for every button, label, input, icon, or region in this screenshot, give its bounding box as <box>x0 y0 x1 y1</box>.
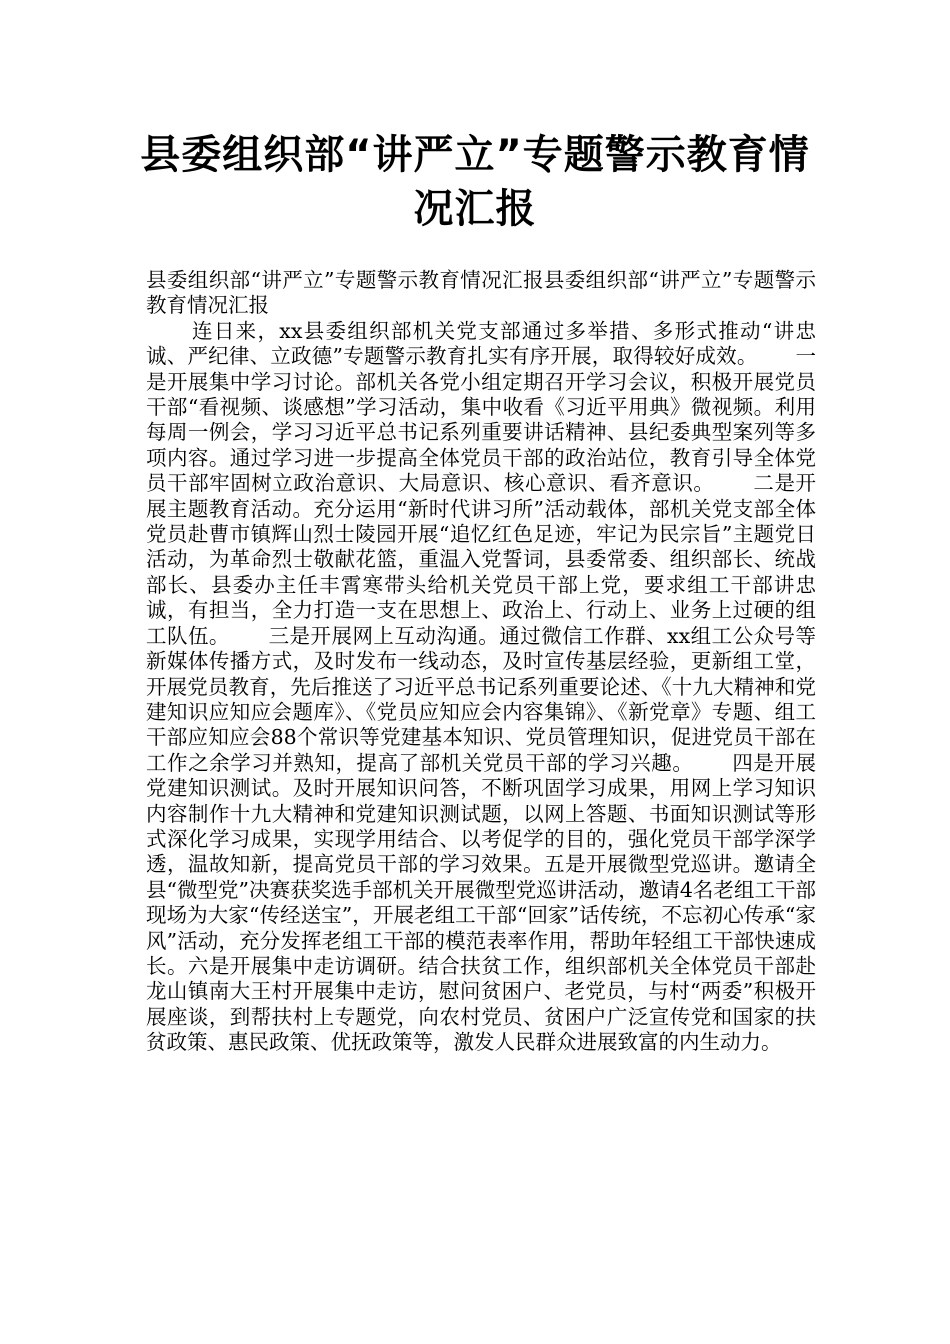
document-body <box>146 268 816 1056</box>
lead-paragraph: 县委组织部“讲严立”专题警示教育情况汇报县委组织部“讲严立”专题警示教育情况汇报 <box>146 268 816 318</box>
document-title: 县委组织部“讲严立”专题警示教育情况汇报 <box>140 132 810 232</box>
body-paragraph: 连日来，xx县委组织部机关党支部通过多举措、多形式推动“讲忠诚、严纪律、立政德”专题警示教育扎实有序开展，取得较好成效。 一是开展集中学习讨论。部机关各党小组定期召开学习会议，积极开展党员干部“看视频、谈感想”学习活动，集中收看《习近平用典》微视频。利用每周一例会，学习习近平总书记系列重要讲话精神、县纪委典型案列等多项内容。通过学习进一步提高全体党员干部的政治站位，教育引导全体党员干部牢固树立政治意识、大局意识、核心意识、看齐意识。 二是开展主题教育活动。充分运用“新时代讲习所”活动载体，部机关党支部全体党员赴曹市镇辉山烈士陵园开展“追忆红色足迹，牢记为民宗旨”主题党日活动，为革命烈士敬献花篮，重温入党誓词，县委常委、组织部长、统战部长、县委办主任丰霄寒带头给机关党员干部上党，要求组工干部讲忠诚，有担当，全力打造一支在思想上、政治上、行动上、业务上过硬的组工队伍。 三是开展网上互动沟通。通过微信工作群、xx组工公众号等新媒体传播方式，及时发布一线动态，及时宣传基层经验，更新组工堂，开展党员教育，先后推送了习近平总书记系列重要论述、《十九大精神和党建知识应知应会题库》、《党员应知应会内容集锦》、《新党章》专题、组工干部应知应会88个常识等党建基本知识、党员管理知识，促进党员干部在工作之余学习并熟知，提高了部机关党员干部的学习兴趣。 四是开展党建知识测试。及时开展知识问答，不断巩固学习成果，用网上学习知识内容制作十九大精神和党建知识测试题，以网上答题、书面知识测试等形式深化学习成果，实现学用结合、以考促学的目的，强化党员干部学深学透，温故知新，提高党员干部的学习效果。五是开展微型党巡讲。邀请全县“微型党”决赛获奖选手部机关开展微型党巡讲活动，邀请4名老组工干部现场为大家“传经送宝”，开展老组工干部“回家”话传统，不忘初心传承“家风”活动，充分发挥老组工干部的模范表率作用，帮助年轻组工干部快速成长。六是开展集中走访调研。结合扶贫工作，组织部机关全体党员干部赴龙山镇南大王村开展集中走访，慰问贫困户、老党员，与村“两委”积极开展座谈，到帮扶村上专题党，向农村党员、贫困户广泛宣传党和国家的扶贫政策、惠民政策、优抚政策等，激发人民群众进展致富的内生动力。 <box>146 318 816 1055</box>
